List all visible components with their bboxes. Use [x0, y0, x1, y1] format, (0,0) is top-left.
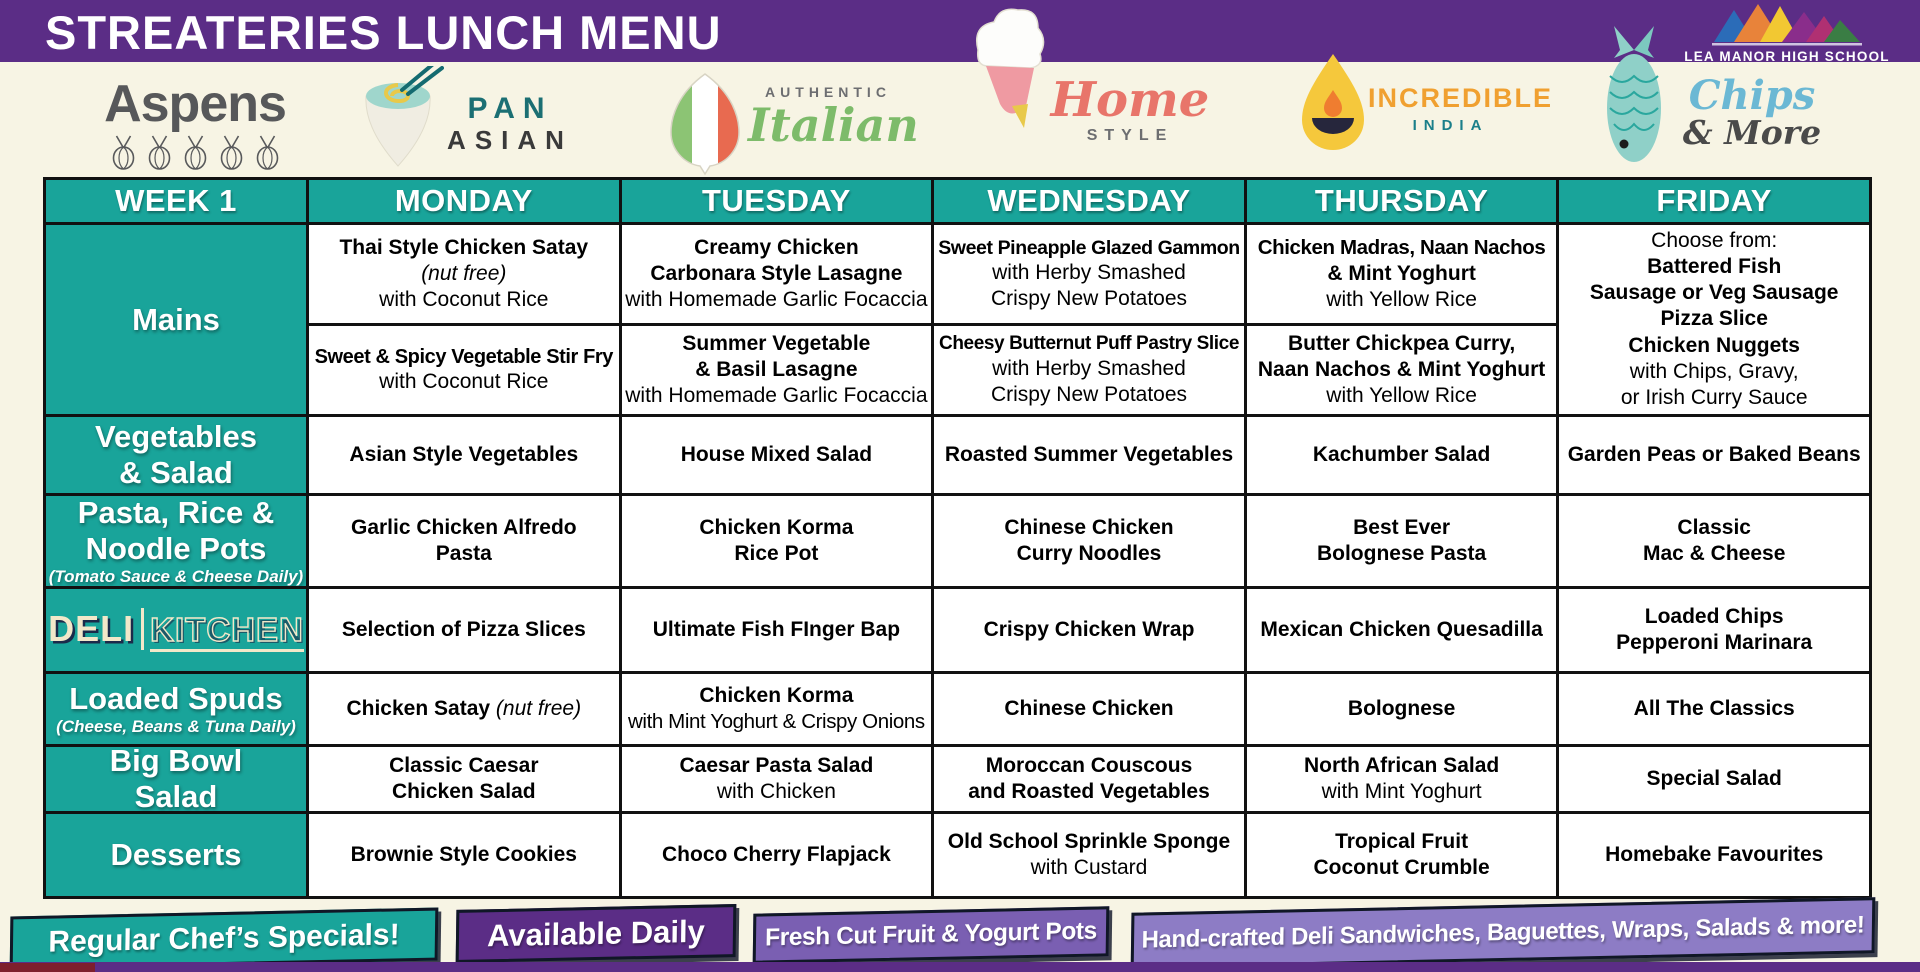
pan-asian-logo: PAN	[467, 92, 553, 125]
bottom-strip-left	[0, 963, 95, 972]
cell-deli-monday: Selection of Pizza Slices	[309, 589, 619, 671]
page-title: STREATERIES LUNCH MENU	[45, 6, 722, 59]
spuds-row-note: (Cheese, Beans & Tuna Daily)	[56, 717, 296, 737]
cell-desserts-thursday: Tropical Fruit Coconut Crumble	[1247, 814, 1557, 896]
cell-desserts-tuesday: Choco Cherry Flapjack	[622, 814, 932, 896]
day-header-tuesday: TUESDAY	[622, 180, 932, 222]
cell-pasta-tuesday: Chicken Korma Rice Pot	[622, 496, 932, 586]
banner-chefs-specials: Regular Chef’s Specials!	[10, 908, 439, 970]
whisk-icon	[252, 134, 283, 171]
school-logo	[1682, 2, 1892, 64]
cell-bigbowl-monday: Classic Caesar Chicken Salad	[309, 747, 619, 811]
row-label-vegetables-salad: Vegetables & Salad	[46, 417, 306, 493]
brand-home-style	[965, 6, 1055, 141]
whisk-icon	[108, 134, 139, 171]
cell-spuds-friday: All The Classics	[1559, 674, 1869, 744]
cell-desserts-friday: Homebake Favourites	[1559, 814, 1869, 896]
row-label-pasta-rice-noodle: Pasta, Rice & Noodle Pots (Tomato Sauce & Cheese Daily)	[46, 496, 306, 586]
cell-pasta-friday: Classic Mac & Cheese	[1559, 496, 1869, 586]
cell-veg-thursday: Kachumber Salad	[1247, 417, 1557, 493]
cell-mains2-wednesday: Cheesy Butternut Puff Pastry Slice with Herby Smashed Crispy New Potatoes	[934, 326, 1244, 414]
brand-incredible-india	[1298, 52, 1368, 167]
cell-deli-friday: Loaded Chips Pepperoni Marinara	[1559, 589, 1869, 671]
day-header-friday: FRIDAY	[1559, 180, 1869, 222]
whisk-icon	[216, 134, 247, 171]
cell-mains2-tuesday: Summer Vegetable & Basil Lasagne with Homemade Garlic Focaccia	[622, 326, 932, 414]
cell-bigbowl-friday: Special Salad	[1559, 747, 1869, 811]
whisk-icon	[180, 134, 211, 171]
day-header-monday: MONDAY	[309, 180, 619, 222]
bottom-strip	[0, 962, 1920, 972]
cell-pasta-monday: Garlic Chicken Alfredo Pasta	[309, 496, 619, 586]
cell-mains-friday: Choose from: Battered Fish Sausage or Veg Sausage Pizza Slice Chicken Nuggets with Chips, Gravy, or Irish Curry Sauce	[1559, 225, 1869, 414]
brand-italian-text: AUTHENTIC Italian	[748, 84, 919, 152]
cell-deli-thursday: Mexican Chicken Quesadilla	[1247, 589, 1557, 671]
cell-spuds-thursday: Bolognese	[1247, 674, 1557, 744]
brand-chips-more	[1594, 24, 1674, 171]
deli-kitchen-logo: DELI KITCHEN	[48, 608, 304, 652]
pan-asian-bowl-icon	[352, 66, 444, 176]
whisk-icon	[144, 134, 175, 171]
cell-bigbowl-tuesday: Caesar Pasta Salad with Chicken	[622, 747, 932, 811]
cell-veg-friday: Garden Peas or Baked Beans	[1559, 417, 1869, 493]
brand-italian	[662, 72, 747, 181]
row-label-desserts: Desserts	[46, 814, 306, 896]
day-header-wednesday: WEDNESDAY	[934, 180, 1244, 222]
cell-bigbowl-wednesday: Moroccan Couscous and Roasted Vegetables	[934, 747, 1244, 811]
incredible-india-logo: INCREDIBLE	[1368, 83, 1554, 113]
pasta-row-note: (Tomato Sauce & Cheese Daily)	[48, 567, 304, 586]
cell-spuds-wednesday: Chinese Chicken	[934, 674, 1244, 744]
home-style-logo: Home	[1050, 72, 1210, 128]
cell-deli-tuesday: Ultimate Fish FInger Bap	[622, 589, 932, 671]
mountains-logo-icon	[1712, 2, 1862, 48]
banner-deli-sandwiches: Hand-crafted Deli Sandwiches, Baguettes, Wraps, Salads & more!	[1131, 897, 1876, 969]
cell-desserts-wednesday: Old School Sprinkle Sponge with Custard	[934, 814, 1244, 896]
cell-spuds-monday: Chicken Satay (nut free)	[309, 674, 619, 744]
school-name: LEA MANOR HIGH SCHOOL	[1684, 49, 1890, 64]
brand-home-style-text: Home STYLE	[1050, 72, 1210, 144]
cell-desserts-monday: Brownie Style Cookies	[309, 814, 619, 896]
cell-veg-monday: Asian Style Vegetables	[309, 417, 619, 493]
brand-pan-asian-text: PAN ASIAN	[445, 92, 575, 156]
cell-bigbowl-thursday: North African Salad with Mint Yoghurt	[1247, 747, 1557, 811]
row-label-mains: Mains	[46, 225, 306, 414]
cell-deli-wednesday: Crispy Chicken Wrap	[934, 589, 1244, 671]
aspens-logo: Aspens	[104, 75, 286, 133]
cell-pasta-wednesday: Chinese Chicken Curry Noodles	[934, 496, 1244, 586]
row-label-loaded-spuds: Loaded Spuds (Cheese, Beans & Tuna Daily)	[46, 674, 306, 744]
week-header: WEEK 1	[46, 180, 306, 222]
cell-mains1-wednesday: Sweet Pineapple Glazed Gammon with Herby Smashed Crispy New Potatoes	[934, 225, 1244, 323]
brand-aspens	[80, 75, 310, 171]
cell-veg-tuesday: House Mixed Salad	[622, 417, 932, 493]
chips-more-logo: Chips	[1688, 72, 1816, 119]
fish-icon	[1596, 24, 1672, 166]
cell-spuds-tuesday: Chicken Korma with Mint Yoghurt & Crispy Onions	[622, 674, 932, 744]
cell-mains1-monday: Thai Style Chicken Satay (nut free) with Coconut Rice	[309, 225, 619, 323]
brand-chips-more-text: Chips & More	[1672, 76, 1832, 151]
menu-table	[43, 177, 1872, 899]
cell-mains1-thursday: Chicken Madras, Naan Nachos & Mint Yoghurt with Yellow Rice	[1247, 225, 1557, 323]
italian-flag-balloon-icon	[665, 72, 745, 176]
cell-mains1-tuesday: Creamy Chicken Carbonara Style Lasagne with Homemade Garlic Focaccia	[622, 225, 932, 323]
whisk-icon-row	[80, 134, 310, 171]
cell-mains2-monday: Sweet & Spicy Vegetable Stir Fry with Coconut Rice	[309, 326, 619, 414]
diya-lamp-icon	[1300, 52, 1366, 162]
brand-pan-asian	[350, 66, 445, 181]
cell-veg-wednesday: Roasted Summer Vegetables	[934, 417, 1244, 493]
row-label-deli-kitchen	[46, 589, 306, 671]
cell-mains2-thursday: Butter Chickpea Curry, Naan Nachos & Mint Yoghurt with Yellow Rice	[1247, 326, 1557, 414]
piping-bag-icon	[966, 6, 1054, 136]
banner-fruit-yogurt: Fresh Cut Fruit & Yogurt Pots	[753, 906, 1110, 963]
brand-incredible-india-text: INCREDIBLE INDIA	[1368, 83, 1554, 134]
row-label-big-bowl-salad: Big Bowl Salad	[46, 747, 306, 811]
day-header-thursday: THURSDAY	[1247, 180, 1557, 222]
cell-pasta-thursday: Best Ever Bolognese Pasta	[1247, 496, 1557, 586]
banner-available-daily: Available Daily	[456, 904, 737, 963]
authentic-italian-logo: AUTHENTIC	[765, 84, 891, 100]
